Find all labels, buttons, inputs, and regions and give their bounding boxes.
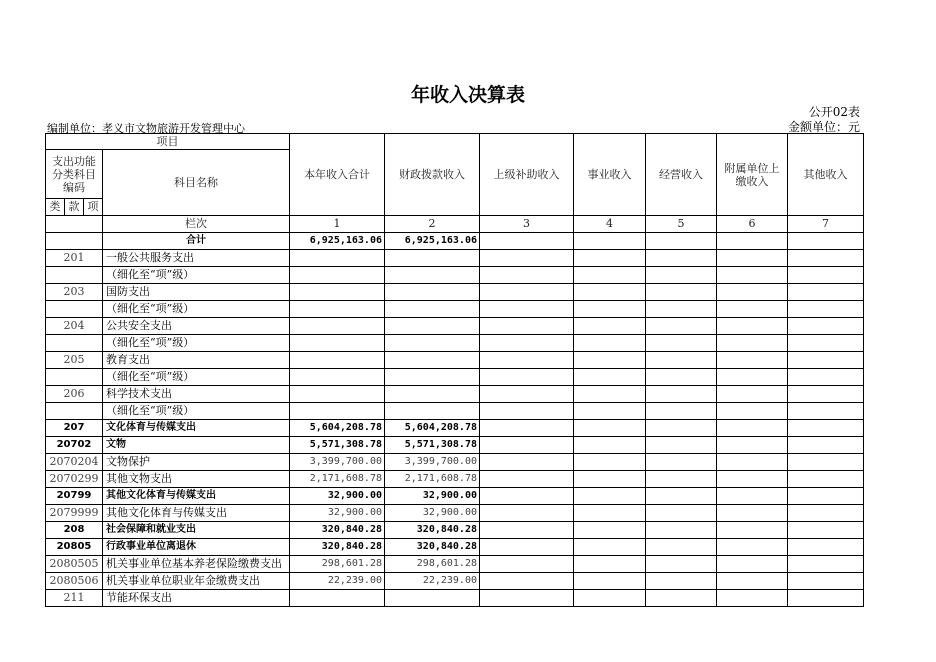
table-row [46,284,864,301]
row-value [646,386,717,403]
row-subject-name: 社会保障和就业支出 [103,522,290,539]
row-value: 320,840.28 [385,539,480,556]
row-value [646,284,717,301]
table-row [46,539,864,556]
row-value [574,488,646,505]
row-value [717,284,788,301]
row-code [46,369,103,386]
row-subject-name: （细化至“项”级） [103,335,290,352]
row-code: 201 [46,250,103,267]
row-value [717,573,788,590]
row-code: 206 [46,386,103,403]
row-value [788,403,864,420]
row-value [717,301,788,318]
row-value [717,386,788,403]
row-subject-name: 文物 [103,437,290,454]
row-value [480,403,574,420]
row-value [290,250,385,267]
row-value: 22,239.00 [290,573,385,590]
row-value: 320,840.28 [290,522,385,539]
header-lei: 类 [46,199,65,216]
row-value [788,505,864,522]
row-value [646,573,717,590]
row-value [788,369,864,386]
row-value [480,420,574,437]
row-value [574,267,646,284]
header-func-code: 支出功能分类科目编码 [46,150,103,199]
row-value [574,318,646,335]
row-value [290,301,385,318]
total-value: 6,925,163.06 [385,233,480,250]
row-value [480,556,574,573]
amount-unit: 金额单位：元 [787,120,860,134]
row-value [480,522,574,539]
table-row [46,505,864,522]
row-value [290,386,385,403]
row-value: 22,239.00 [385,573,480,590]
row-code [46,267,103,284]
table-row [46,471,864,488]
row-code [46,335,103,352]
row-value [290,284,385,301]
row-value [788,335,864,352]
column-number: 1 [290,216,385,233]
row-value [646,539,717,556]
table-row [46,420,864,437]
row-code [46,301,103,318]
table-row [46,454,864,471]
row-value [717,488,788,505]
header-col-1: 本年收入合计 [290,134,385,216]
total-value [788,233,864,250]
total-value [646,233,717,250]
row-subject-name: 机关事业单位职业年金缴费支出 [103,573,290,590]
row-value [574,573,646,590]
row-value [480,573,574,590]
row-subject-name: 教育支出 [103,352,290,369]
table-row [46,301,864,318]
row-value [717,437,788,454]
row-value [385,590,480,607]
row-code: 2080505 [46,556,103,573]
row-code: 20805 [46,539,103,556]
row-value [574,539,646,556]
row-value [574,250,646,267]
row-value [480,284,574,301]
column-number: 7 [788,216,864,233]
row-value [290,318,385,335]
row-subject-name: （细化至“项”级） [103,369,290,386]
row-value [480,590,574,607]
total-value [480,233,574,250]
row-value [574,471,646,488]
row-value: 32,900.00 [290,505,385,522]
row-value [574,420,646,437]
row-value [717,505,788,522]
row-value [717,420,788,437]
row-value [574,386,646,403]
table-row [46,335,864,352]
row-value [788,250,864,267]
row-value [385,369,480,386]
column-number: 6 [717,216,788,233]
row-subject-name: 机关事业单位基本养老保险缴费支出 [103,556,290,573]
row-value [788,590,864,607]
row-value [480,318,574,335]
row-value [574,505,646,522]
form-number: 公开02表 [808,105,860,119]
header-item: 项目 [46,134,290,150]
row-code: 204 [46,318,103,335]
row-value: 5,571,308.78 [290,437,385,454]
row-value [480,352,574,369]
lanci-label: 栏次 [103,216,290,233]
row-subject-name: 文化体育与传媒支出 [103,420,290,437]
row-value [646,522,717,539]
row-value [646,420,717,437]
row-value [290,267,385,284]
row-value [574,403,646,420]
row-value: 2,171,608.78 [385,471,480,488]
row-value [480,505,574,522]
row-value [717,522,788,539]
row-value [788,386,864,403]
row-value [717,318,788,335]
row-value: 5,571,308.78 [385,437,480,454]
lanci-spacer [46,216,103,233]
row-value [717,369,788,386]
row-value [646,369,717,386]
row-value [385,267,480,284]
row-value [717,590,788,607]
row-subject-name: 行政事业单位离退休 [103,539,290,556]
row-value [480,488,574,505]
table-row [46,403,864,420]
header-col-3: 上级补助收入 [480,134,574,216]
row-value [717,352,788,369]
row-value [574,284,646,301]
row-subject-name: 一般公共服务支出 [103,250,290,267]
row-value: 298,601.28 [385,556,480,573]
table-row [46,522,864,539]
row-value [646,352,717,369]
row-value [717,335,788,352]
row-value [788,352,864,369]
row-code: 203 [46,284,103,301]
row-value [646,250,717,267]
row-code: 205 [46,352,103,369]
row-code: 208 [46,522,103,539]
row-value [290,590,385,607]
row-value [480,454,574,471]
row-value [574,590,646,607]
row-value: 5,604,208.78 [290,420,385,437]
row-value [385,386,480,403]
row-value: 298,601.28 [290,556,385,573]
row-code: 2070299 [46,471,103,488]
row-code: 207 [46,420,103,437]
row-value [290,403,385,420]
header-col-4: 事业收入 [574,134,646,216]
header-col-5: 经营收入 [646,134,717,216]
row-value [646,471,717,488]
header-xiang: 项 [84,199,103,216]
row-value [717,267,788,284]
table-row [46,590,864,607]
row-value [788,437,864,454]
row-value [480,539,574,556]
row-value [574,454,646,471]
row-value [646,403,717,420]
row-value [480,267,574,284]
row-subject-name: 国防支出 [103,284,290,301]
row-value [385,352,480,369]
row-value [717,539,788,556]
row-value [290,335,385,352]
row-value [788,420,864,437]
reporting-unit: 编制单位：孝义市文物旅游开发管理中心 [47,122,245,135]
row-value [574,335,646,352]
row-code: 2080506 [46,573,103,590]
table-row [46,369,864,386]
row-subject-name: （细化至“项”级） [103,403,290,420]
table-row [46,437,864,454]
row-code: 2079999 [46,505,103,522]
row-value: 2,171,608.78 [290,471,385,488]
row-value [717,403,788,420]
column-number: 3 [480,216,574,233]
row-code: 2070204 [46,454,103,471]
row-value: 32,900.00 [290,488,385,505]
row-value [574,352,646,369]
row-subject-name: 文物保护 [103,454,290,471]
row-value [480,335,574,352]
row-value [480,386,574,403]
row-code: 20799 [46,488,103,505]
header-col-2: 财政拨款收入 [385,134,480,216]
row-subject-name: 科学技术支出 [103,386,290,403]
row-value [385,250,480,267]
row-value: 3,399,700.00 [385,454,480,471]
table-row [46,318,864,335]
total-label: 合计 [103,233,290,250]
row-subject-name: 其他文化体育与传媒支出 [103,505,290,522]
row-value [646,556,717,573]
row-value [480,250,574,267]
row-value: 320,840.28 [385,522,480,539]
row-value [788,301,864,318]
row-value [717,250,788,267]
row-value [788,454,864,471]
total-row [46,233,864,250]
table-row [46,573,864,590]
report-title: 年收入决算表 [410,84,525,106]
income-table [45,133,864,607]
row-subject-name: 公共安全支出 [103,318,290,335]
row-value: 320,840.28 [290,539,385,556]
table-row [46,386,864,403]
row-code: 20702 [46,437,103,454]
row-value [290,352,385,369]
row-value: 32,900.00 [385,505,480,522]
row-value [385,284,480,301]
header-col-6: 附属单位上缴收入 [717,134,788,216]
row-value: 3,399,700.00 [290,454,385,471]
table-row [46,352,864,369]
row-value [717,454,788,471]
row-value [290,369,385,386]
row-value [385,318,480,335]
row-value [574,437,646,454]
column-number: 4 [574,216,646,233]
row-value [646,437,717,454]
row-value: 32,900.00 [385,488,480,505]
row-value [385,301,480,318]
row-value [788,522,864,539]
total-value [717,233,788,250]
table-row [46,267,864,284]
row-subject-name: 其他文物支出 [103,471,290,488]
row-value [480,471,574,488]
row-value [646,335,717,352]
row-value [385,335,480,352]
row-value [646,488,717,505]
row-value [646,318,717,335]
row-value [385,403,480,420]
row-value [574,301,646,318]
row-subject-name: （细化至“项”级） [103,267,290,284]
row-subject-name: 其他文化体育与传媒支出 [103,488,290,505]
row-subject-name: 节能环保支出 [103,590,290,607]
row-value [646,454,717,471]
total-value [574,233,646,250]
row-value [646,590,717,607]
row-value [788,267,864,284]
row-value [788,539,864,556]
table-row [46,250,864,267]
row-value [788,573,864,590]
total-code [46,233,103,250]
header-kuan: 款 [65,199,84,216]
row-value [646,301,717,318]
row-value [574,556,646,573]
row-value [574,522,646,539]
row-value [717,556,788,573]
column-number: 2 [385,216,480,233]
total-value: 6,925,163.06 [290,233,385,250]
column-number: 5 [646,216,717,233]
row-code [46,403,103,420]
row-value [480,437,574,454]
row-value [788,471,864,488]
row-code: 211 [46,590,103,607]
row-value [788,284,864,301]
row-value [574,369,646,386]
row-value [646,267,717,284]
table-body [46,134,864,607]
row-value [646,505,717,522]
row-value [788,488,864,505]
row-value [717,471,788,488]
row-subject-name: （细化至“项”级） [103,301,290,318]
header-col-7: 其他收入 [788,134,864,216]
header-row-1 [46,134,864,150]
row-value [788,556,864,573]
table-row [46,556,864,573]
row-value [480,301,574,318]
table-row [46,488,864,505]
row-value [480,369,574,386]
row-value: 5,604,208.78 [385,420,480,437]
header-subject-name: 科目名称 [103,150,290,216]
column-number-row [46,216,864,233]
row-value [788,318,864,335]
